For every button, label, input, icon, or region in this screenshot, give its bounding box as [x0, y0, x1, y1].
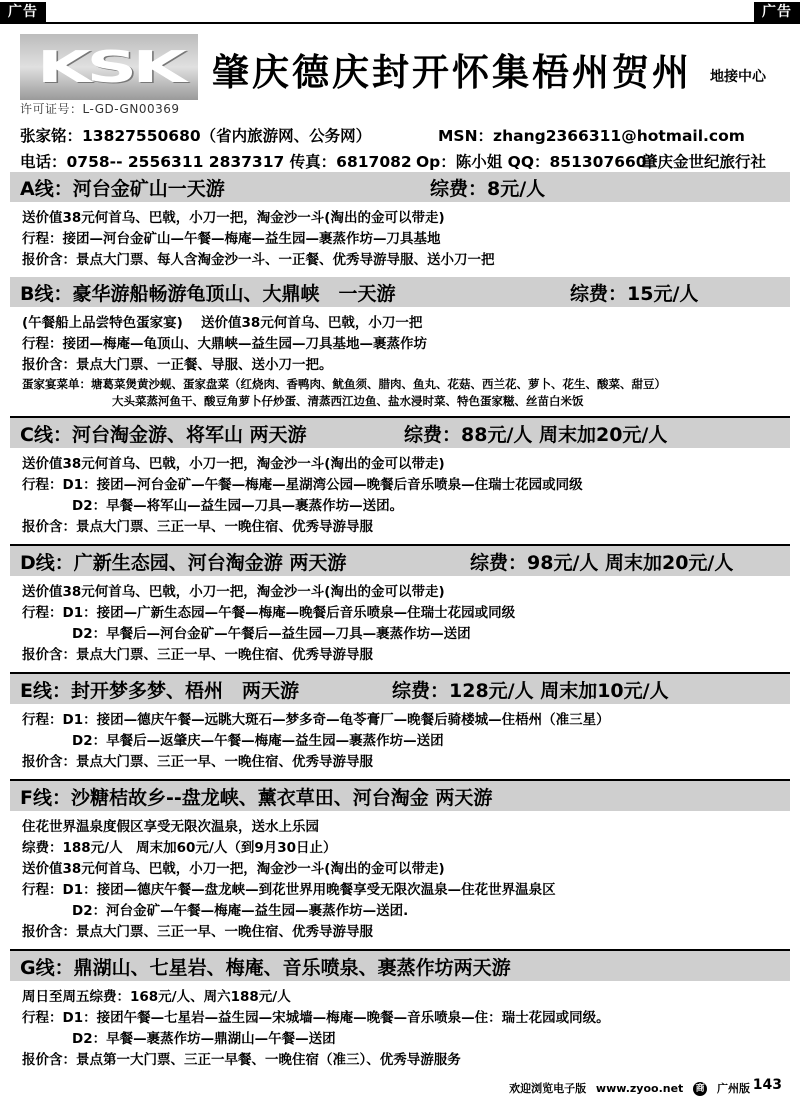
route-line: 行程：D1：接团—广新生态园—午餐—梅庵—晚餐后音乐喷泉—住瑞士花园或同级	[22, 605, 516, 621]
route-a	[10, 172, 790, 277]
route-line: D2：河台金矿—午餐—梅庵—益生园—裹蒸作坊—送团.	[72, 903, 409, 919]
route-header	[10, 277, 790, 307]
route-line: 送价值38元何首乌、巴戟，小刀一把，淘金沙一斗(淘出的金可以带走)	[22, 861, 445, 877]
footer-edition: 广州版	[717, 1082, 750, 1095]
route-title: D线：广新生态园、河台淘金游 两天游	[20, 551, 347, 574]
route-line: 报价含：景点大门票、一正餐、导服、送小刀一把。	[22, 357, 333, 373]
page-subtitle: 地接中心	[710, 69, 766, 85]
route-title: E线：封开梦多梦、梧州 两天游	[20, 679, 299, 702]
route-line: 行程：D1：接团—德庆午餐—远眺大斑石—梦多奇—龟苓膏厂—晚餐后骑楼城—住梧州（准三星）	[22, 712, 610, 728]
route-line: (午餐船上品尝特色蛋家宴) 送价值38元何首乌、巴戟，小刀一把	[22, 315, 423, 331]
route-line: 周日至周五综费：168元/人、周六188元/人	[22, 989, 291, 1005]
route-header	[10, 418, 790, 448]
route-line: 行程：D1：接团—河台金矿—午餐—梅庵—星湖湾公园—晚餐后音乐喷泉—住瑞士花园或同级	[22, 477, 583, 493]
route-line: 报价含：景点大门票、三正一早、一晚住宿、优秀导游导服	[22, 754, 373, 770]
route-line: 综费：188元/人 周末加60元/人（到9月30日止）	[22, 840, 337, 856]
page-title: 肇庆德庆封开怀集梧州贺州	[212, 50, 692, 94]
route-title: A线：河台金矿山一天游	[20, 177, 225, 200]
route-title: B线：豪华游船畅游龟顶山、大鼎峡 一天游	[20, 282, 396, 305]
company-logo	[20, 34, 198, 100]
footer-url[interactable]: www.zyoo.net	[595, 1082, 684, 1095]
footer-text	[503, 1080, 750, 1096]
route-line: 行程：D1：接团午餐—七星岩—益生园—宋城墙—梅庵—晚餐—音乐喷泉—住：瑞士花园或同级。	[22, 1010, 610, 1026]
route-header	[10, 951, 790, 981]
contact-name-phone: 张家铭：13827550680（省内旅游网、公务网）	[20, 127, 372, 145]
contact-op-qq: Op：陈小姐 QQ：851307660	[416, 153, 647, 171]
route-line: D2：早餐—将军山—益生园—刀具—裹蒸作坊—送团。	[72, 498, 404, 514]
logo-text: KSK	[36, 41, 182, 93]
route-line: 送价值38元何首乌、巴戟，小刀一把，淘金沙一斗(淘出的金可以带走)	[22, 584, 445, 600]
route-g	[10, 951, 790, 1077]
contact-msn: MSN：zhang2366311@hotmail.com	[438, 127, 745, 145]
route-line: D2：早餐—裹蒸作坊—鼎湖山—午餐—送团	[72, 1031, 336, 1047]
route-line: 报价含：景点大门票、每人含淘金沙一斗、一正餐、优秀导游导服、送小刀一把	[22, 252, 495, 268]
route-line: 送价值38元何首乌、巴戟，小刀一把，淘金沙一斗(淘出的金可以带走)	[22, 456, 445, 472]
route-c	[10, 418, 790, 544]
route-fee: 综费：8元/人	[430, 177, 546, 200]
route-e	[10, 674, 790, 779]
menu-line: 蛋家宴菜单：塘葛菜煲黄沙蚬、蛋家盘菜（红烧肉、香鸭肉、鱿鱼须、腊肉、鱼丸、花菇、西兰花、萝卜、花生、酸菜、甜豆）	[22, 377, 666, 391]
top-rule	[0, 22, 800, 24]
company-name: 肇庆金世纪旅行社	[642, 153, 767, 171]
footer-welcome: 欢迎浏览电子版	[509, 1082, 587, 1095]
route-fee: 综费：128元/人 周末加10元/人	[392, 679, 669, 702]
route-b	[10, 277, 790, 416]
route-line: D2：早餐后—河台金矿—午餐后—益生园—刀具—裹蒸作坊—送团	[72, 626, 471, 642]
ad-frame	[10, 26, 790, 1072]
page-number: 143	[752, 1077, 782, 1093]
route-line: 报价含：景点大门票、三正一早、一晚住宿、优秀导游导服	[22, 924, 373, 940]
route-line: 行程：接团—梅庵—龟顶山、大鼎峡—益生园—刀具基地—裹蒸作坊	[22, 336, 427, 352]
emblem-icon: 商	[693, 1082, 707, 1096]
ad-label-right: 广告	[754, 2, 800, 22]
license-number: 许可证号：L-GD-GN00369	[20, 102, 180, 116]
route-title: C线：河台淘金游、将军山 两天游	[20, 423, 307, 446]
route-header	[10, 674, 790, 704]
route-header	[10, 172, 790, 202]
route-fee: 综费：15元/人	[570, 282, 699, 305]
route-f	[10, 781, 790, 949]
route-line: 报价含：景点大门票、三正一早、一晚住宿、优秀导游导服	[22, 647, 373, 663]
route-fee: 综费：88元/人 周末加20元/人	[404, 423, 668, 446]
route-d	[10, 546, 790, 672]
header	[10, 26, 790, 172]
route-header	[10, 781, 790, 811]
route-line: 行程：D1：接团—德庆午餐—盘龙峡—到花世界用晚餐享受无限次温泉—住花世界温泉区	[22, 882, 556, 898]
route-line: 行程：接团—河台金矿山—午餐—梅庵—益生园—裹蒸作坊—刀具基地	[22, 231, 441, 247]
route-title: G线：鼎湖山、七星岩、梅庵、音乐喷泉、裹蒸作坊两天游	[20, 956, 511, 979]
route-line: 送价值38元何首乌、巴戟，小刀一把，淘金沙一斗(淘出的金可以带走)	[22, 210, 445, 226]
ad-label-left: 广告	[0, 2, 46, 22]
route-line: 报价含：景点第一大门票、三正一早餐、一晚住宿（准三）、优秀导游服务	[22, 1052, 461, 1068]
route-fee: 综费：98元/人 周末加20元/人	[470, 551, 734, 574]
footer	[0, 1077, 800, 1097]
route-line: D2：早餐后—返肇庆—午餐—梅庵—益生园—裹蒸作坊—送团	[72, 733, 444, 749]
route-header	[10, 546, 790, 576]
menu-line: 大头菜蒸河鱼干、酸豆角萝卜仔炒蛋、清蒸西江边鱼、盐水浸时菜、特色蛋家糍、丝苗白米饭	[112, 394, 584, 408]
route-line: 住花世界温泉度假区享受无限次温泉，送水上乐园	[22, 819, 319, 835]
route-line: 报价含：景点大门票、三正一早、一晚住宿、优秀导游导服	[22, 519, 373, 535]
contact-phone-fax: 电话：0758-- 2556311 2837317 传真：6817082	[20, 153, 412, 171]
route-title: F线：沙糖桔故乡--盘龙峡、薰衣草田、河台淘金 两天游	[20, 786, 493, 809]
